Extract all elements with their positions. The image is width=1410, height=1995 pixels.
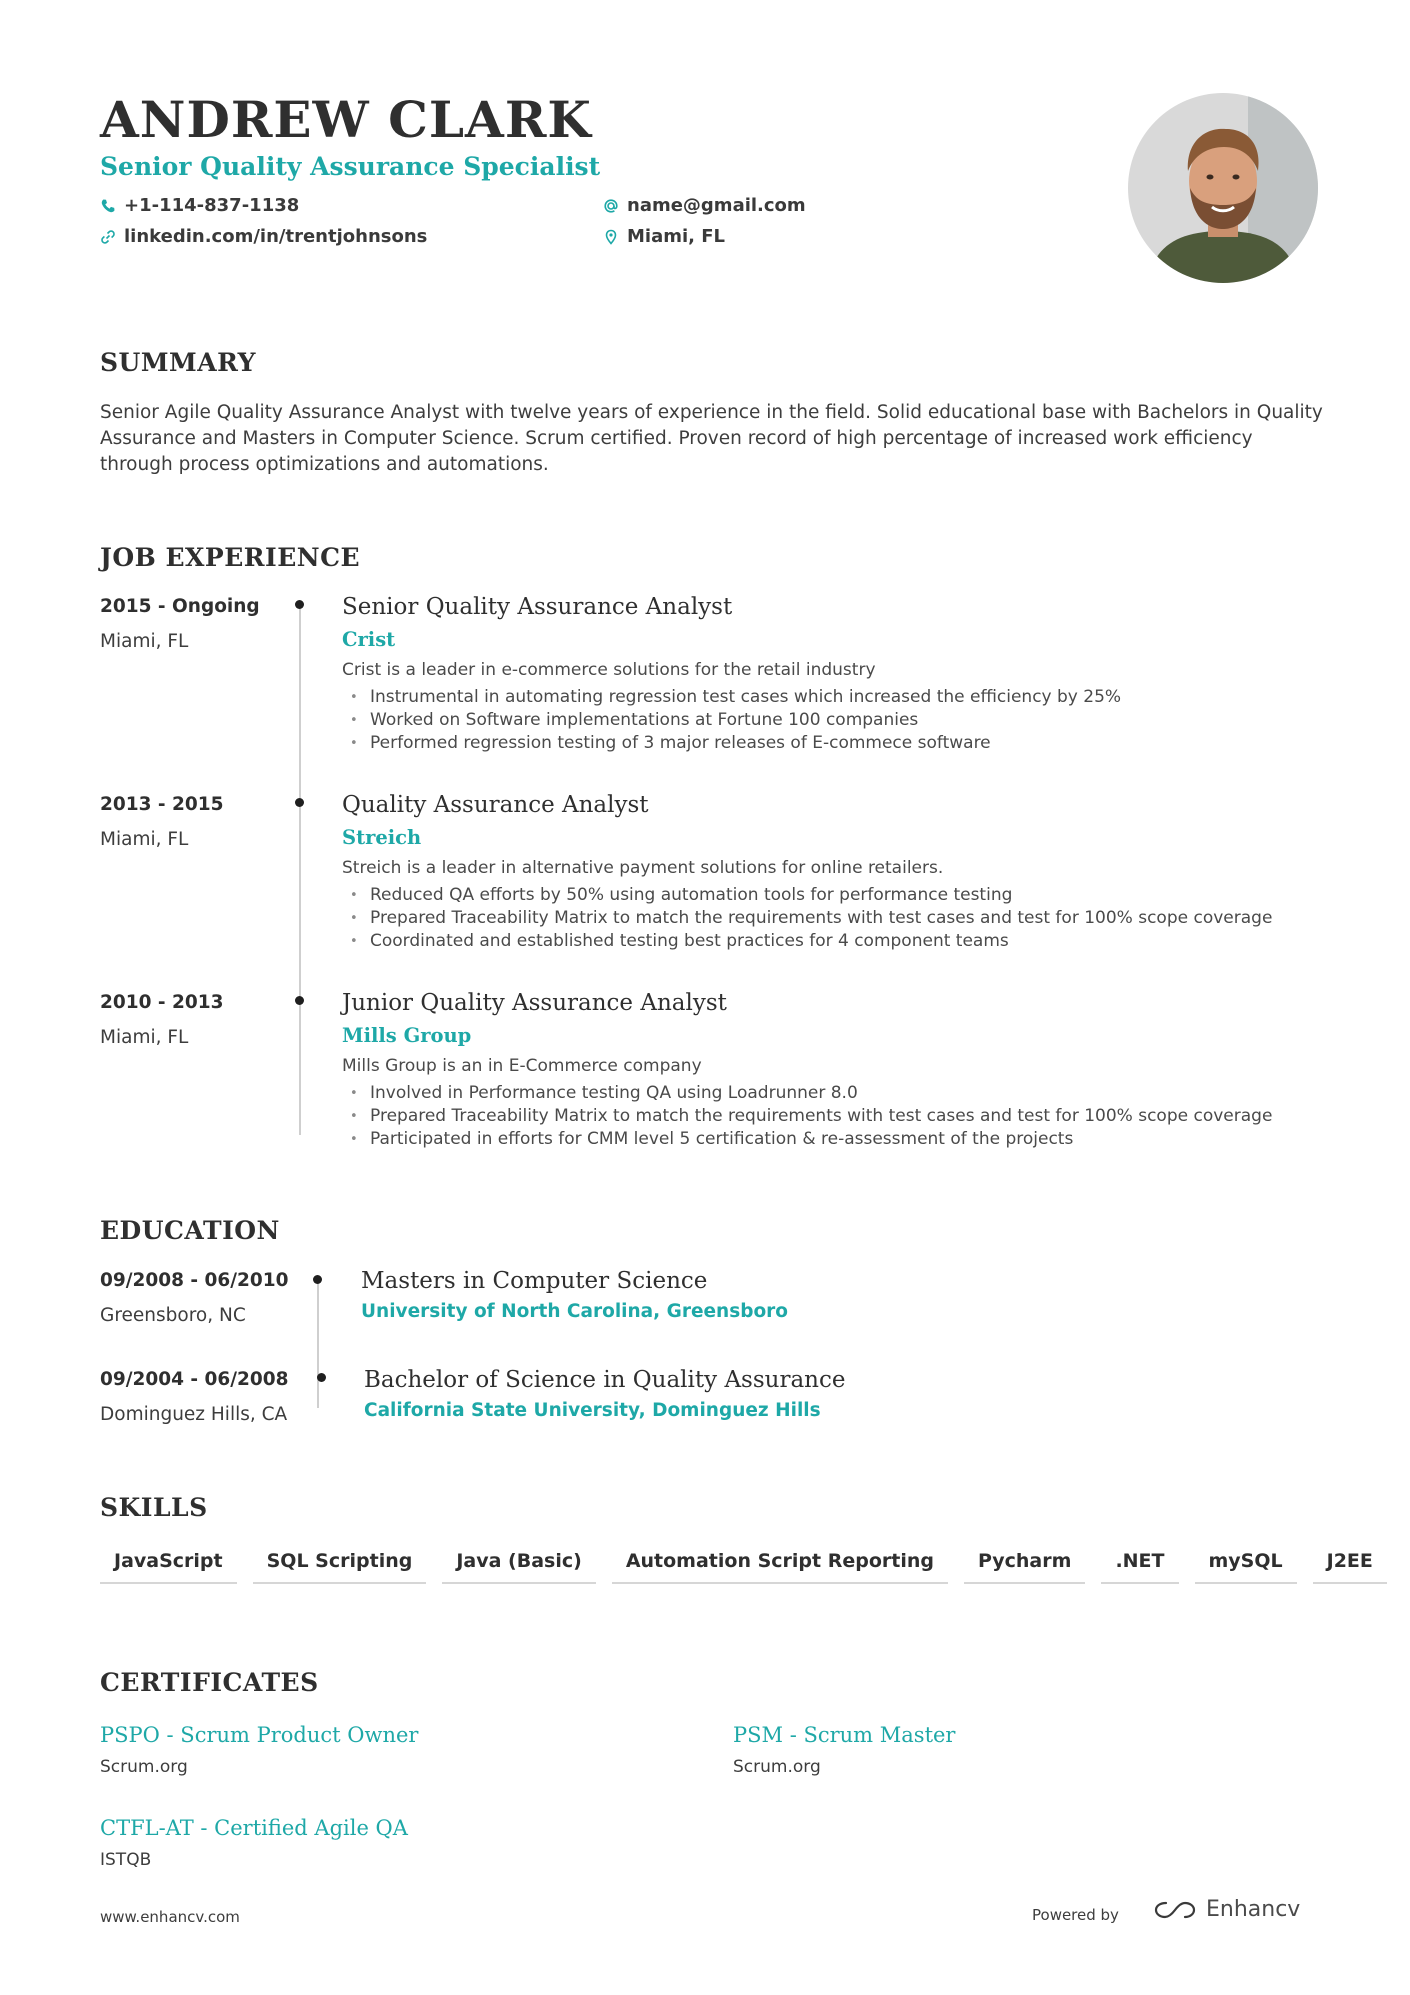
location-pin-icon <box>603 229 619 245</box>
list-item: • Participated in efforts for CMM level 5 certification & re-assessment of the projects <box>342 1128 1272 1151</box>
list-item: • Prepared Traceability Matrix to match the requirements with test cases and test for 100% scope coverage <box>342 907 1272 930</box>
education-location: Dominguez Hills, CA <box>100 1404 288 1425</box>
job-dates: 2015 - Ongoing <box>100 596 260 617</box>
education-degree: Bachelor of Science in Quality Assurance <box>364 1367 846 1393</box>
job-location: Miami, FL <box>100 631 189 652</box>
certificate-name: PSM - Scrum Master <box>733 1723 956 1747</box>
job-title: Senior Quality Assurance Analyst <box>342 594 733 620</box>
job-dates: 2010 - 2013 <box>100 992 224 1013</box>
job-title: Junior Quality Assurance Analyst <box>342 990 727 1016</box>
candidate-title: Senior Quality Assurance Specialist <box>100 152 601 181</box>
phone-icon <box>100 198 116 214</box>
contact-email <box>603 195 806 216</box>
job-description: Crist is a leader in e-commerce solutions for the retail industry <box>342 660 876 680</box>
enhancv-logo[interactable] <box>1152 1897 1300 1922</box>
education-dates: 09/2008 - 06/2010 <box>100 1270 289 1291</box>
job-location: Miami, FL <box>100 1027 189 1048</box>
job-company: Crist <box>342 628 396 651</box>
list-item: • Instrumental in automating regression test cases which increased the efficiency by 25% <box>342 686 1121 709</box>
experience-heading: JOB EXPERIENCE <box>100 543 361 572</box>
experience-timeline-line <box>299 605 301 1135</box>
certificate-org: Scrum.org <box>100 1757 188 1777</box>
job-bullets <box>342 686 1121 755</box>
skill-tag: .NET <box>1101 1550 1178 1584</box>
education-degree: Masters in Computer Science <box>361 1268 708 1294</box>
job-dates: 2013 - 2015 <box>100 794 224 815</box>
certificate-name: PSPO - Scrum Product Owner <box>100 1723 419 1747</box>
job-title: Quality Assurance Analyst <box>342 792 649 818</box>
certificate-name: CTFL-AT - Certified Agile QA <box>100 1816 408 1840</box>
skills-heading: SKILLS <box>100 1493 208 1522</box>
skill-tag: SQL Scripting <box>253 1550 427 1584</box>
job-description: Streich is a leader in alternative payment solutions for online retailers. <box>342 858 944 878</box>
list-item: • Involved in Performance testing QA using Loadrunner 8.0 <box>342 1082 1272 1105</box>
contact-phone <box>100 195 299 216</box>
brand-name: Enhancv <box>1206 1897 1301 1922</box>
education-school: University of North Carolina, Greensboro <box>361 1301 788 1322</box>
job-company: Mills Group <box>342 1024 472 1047</box>
profile-photo <box>1128 93 1318 283</box>
job-description: Mills Group is an in E-Commerce company <box>342 1056 702 1076</box>
summary-heading: SUMMARY <box>100 348 256 377</box>
link-icon <box>100 229 116 245</box>
contact-location <box>603 226 725 247</box>
skills-list <box>100 1550 1387 1584</box>
education-dates: 09/2004 - 06/2008 <box>100 1369 289 1390</box>
linkedin-text: linkedin.com/in/trentjohnsons <box>124 226 428 247</box>
avatar-illustration <box>1128 93 1318 283</box>
timeline-dot <box>313 1275 322 1284</box>
education-heading: EDUCATION <box>100 1216 280 1245</box>
job-bullets <box>342 884 1272 953</box>
skill-tag: Java (Basic) <box>442 1550 595 1584</box>
list-item: • Coordinated and established testing best practices for 4 component teams <box>342 930 1272 953</box>
list-item: • Worked on Software implementations at Fortune 100 companies <box>342 709 1121 732</box>
certificate-org: Scrum.org <box>733 1757 821 1777</box>
list-item: • Prepared Traceability Matrix to match the requirements with test cases and test for 100% scope coverage <box>342 1105 1272 1128</box>
education-location: Greensboro, NC <box>100 1305 246 1326</box>
timeline-dot <box>295 600 304 609</box>
certificate-org: ISTQB <box>100 1850 152 1870</box>
list-item: • Performed regression testing of 3 major releases of E-commece software <box>342 732 1121 755</box>
contact-linkedin <box>100 226 427 247</box>
timeline-dot <box>317 1373 326 1382</box>
email-text: name@gmail.com <box>627 195 806 216</box>
skill-tag: mySQL <box>1195 1550 1297 1584</box>
candidate-name: ANDREW CLARK <box>100 90 592 149</box>
skill-tag: J2EE <box>1313 1550 1387 1584</box>
skill-tag: Automation Script Reporting <box>612 1550 948 1584</box>
list-item: • Reduced QA efforts by 50% using automation tools for performance testing <box>342 884 1272 907</box>
job-location: Miami, FL <box>100 829 189 850</box>
timeline-dot <box>295 996 304 1005</box>
location-text: Miami, FL <box>627 226 726 247</box>
powered-by-text: Powered by <box>1032 1906 1119 1924</box>
certificates-heading: CERTIFICATES <box>100 1668 319 1697</box>
summary-text: Senior Agile Quality Assurance Analyst with twelve years of experience in the field. Solid educational base with Bachelors in Quality Assurance and Masters in Computer Science. Scrum certified. Proven record of high percentage of increased work efficiency through process optimizations and automations. <box>100 402 1323 475</box>
skill-tag: JavaScript <box>100 1550 237 1584</box>
education-school: California State University, Dominguez Hills <box>364 1400 821 1421</box>
footer-url[interactable]: www.enhancv.com <box>100 1908 240 1926</box>
job-company: Streich <box>342 826 422 849</box>
enhancv-logo-icon <box>1152 1898 1198 1922</box>
skill-tag: Pycharm <box>964 1550 1085 1584</box>
at-icon <box>603 198 619 214</box>
timeline-dot <box>295 798 304 807</box>
job-bullets <box>342 1082 1272 1151</box>
education-timeline-line <box>317 1278 319 1408</box>
phone-text: +1-114-837-1138 <box>124 195 300 216</box>
